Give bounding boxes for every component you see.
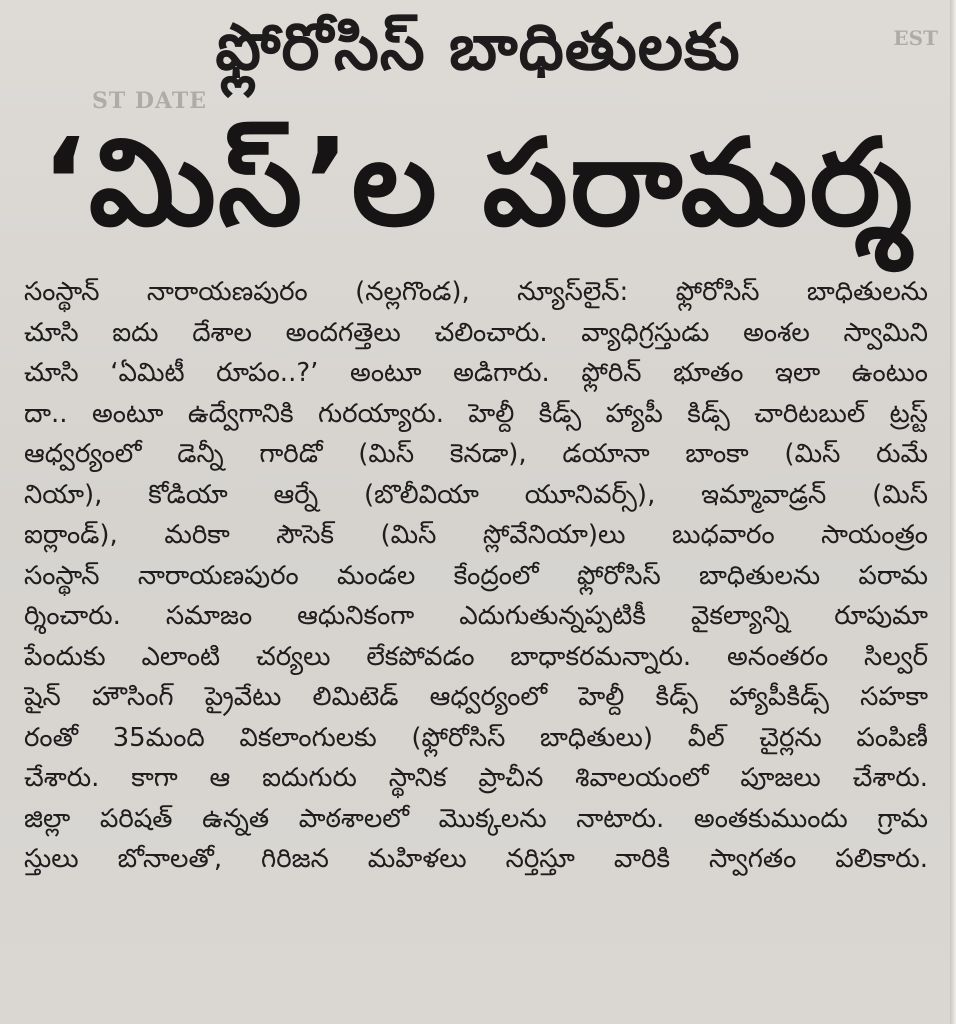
article-line: ర్శించారు. సమాజం ఆధునికంగా ఎదుగుతున్నప్పటికీ వైకల్యాన్ని రూపుమా xyxy=(24,601,928,631)
bleed-through-date: ST DATE xyxy=(92,88,208,114)
article-line: పేందుకు ఎలాంటి చర్యలు లేకపోవడం బాధాకరమన్నారు. అనంతరం సిల్వర్ xyxy=(24,641,928,672)
article-line: రంతో 35మంది వికలాంగులకు (ఫ్లోరోసిస్ బాధితులు) వీల్ చైర్లను పంపిణీ xyxy=(24,722,928,753)
article-line: సంస్థాన్ నారాయణపురం మండల కేంద్రంలో ఫ్లోరోసిస్ బాధితులను పరామ xyxy=(24,560,928,591)
article-line: చూసి ఐదు దేశాల అందగత్తెలు చలించారు. వ్యాధిగ్రస్తుడు అంశల స్వామిని xyxy=(24,317,928,348)
article-line: చూసి ‘ఏమిటీ రూపం..?’ అంటూ అడిగారు. ఫ్లోరిన్ భూతం ఇలా ఉంటుం xyxy=(24,358,928,388)
article-line: జిల్లా పరిషత్ ఉన్నత పాఠశాలలో మొక్కలను నాటారు. అంతకుముందు గ్రామ xyxy=(24,803,928,834)
article-line: దా.. అంటూ ఉద్వేగానికి గురయ్యారు. హెల్దీ కిడ్స్ హ్యాపీ కిడ్స్ చారిటబుల్ ట్రస్ట్ xyxy=(24,398,928,429)
article-line: ఆధ్వర్యంలో డెన్నీ గారిడో (మిస్ కెనడా), డయానా బాంకా (మిస్ రుమే xyxy=(24,439,928,469)
article-line: ఐర్లాండ్), మరికా సౌసెక్ (మిస్ స్లోవేనియా)లు బుధవారం సాయంత్రం xyxy=(24,520,928,550)
bleed-through-text: EST xyxy=(893,26,938,50)
article-line: చేశారు. కాగా ఆ ఐదుగురు స్థానిక ప్రాచీన శివాలయంలో పూజలు చేశారు. xyxy=(24,763,928,793)
article-body xyxy=(24,272,928,880)
article-line: సంస్థాన్ నారాయణపురం (నల్లగొండ), న్యూస్‌లైన్: ఫ్లోరోసిస్ బాధితులను xyxy=(24,277,928,307)
article-line: నియా), కోడియా ఆర్నే (బొలీవియా యూనివర్స్), ఇమ్మావాడ్రన్ (మిస్ xyxy=(24,479,928,510)
page-edge xyxy=(950,0,956,1024)
headline-kicker: ఫ్లోరోసిస్ బాధితులకు xyxy=(215,11,741,85)
article-line: స్తులు బోనాలతో, గిరిజన మహిళలు నర్తిస్తూ వారికి స్వాగతం పలికారు. xyxy=(24,844,928,874)
article-line: షైన్ హౌసింగ్ ప్రైవేటు లిమిటెడ్ ఆధ్వర్యంలో హెల్దీ కిడ్స్ హ్యాపీకిడ్స్ సహకా xyxy=(24,682,928,712)
headline-main: ‘మిస్’ల పరామర్శ xyxy=(41,114,915,253)
